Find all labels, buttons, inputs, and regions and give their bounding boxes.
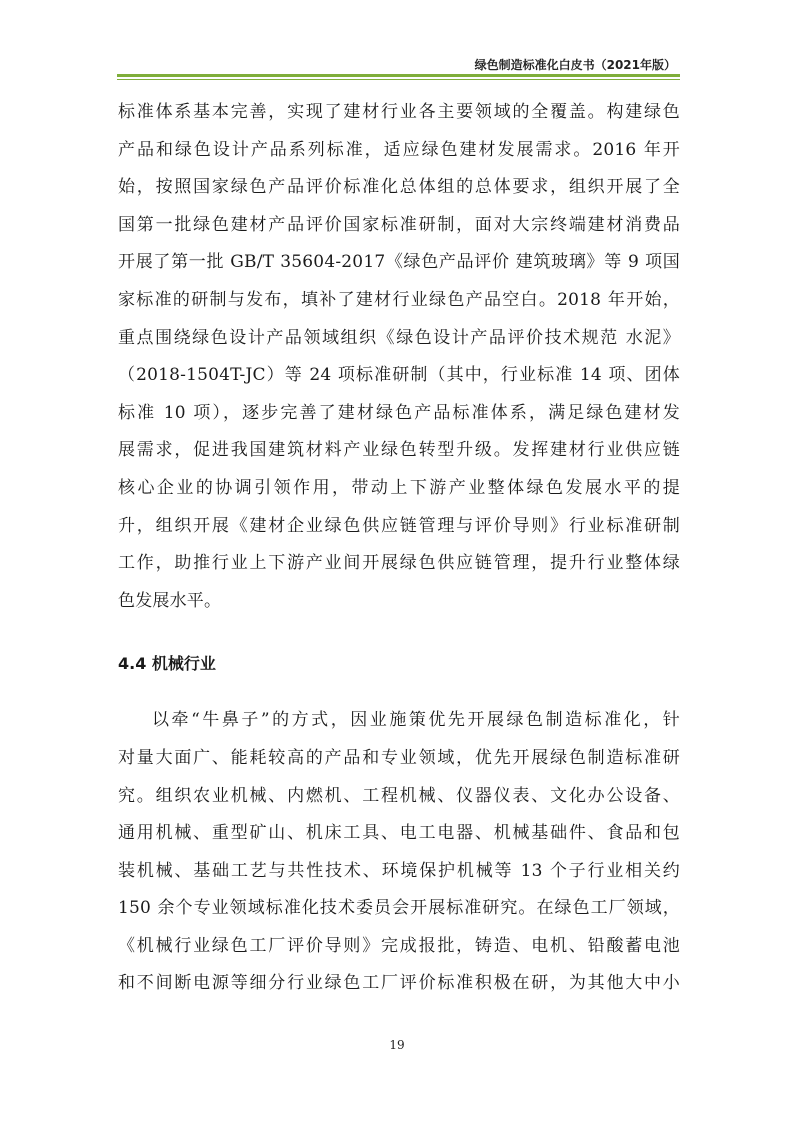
page-body (118, 94, 680, 1003)
paragraph-line: 升，组织开展《建材企业绿色供应链管理与评价导则》行业标准研制 (118, 515, 680, 536)
running-header-title: 绿色制造标准化白皮书（2021年版） (474, 58, 676, 72)
paragraph-line: 产品和绿色设计产品系列标准，适应绿色建材发展需求。2016 年开 (118, 139, 680, 160)
paragraph-line: 核心企业的协调引领作用，带动上下游产业整体绿色发展水平的提 (118, 477, 680, 498)
paragraph-line: 以牵“牛鼻子”的方式，因业施策优先开展绿色制造标准化，针 (152, 710, 680, 731)
paragraph-line: 始，按照国家绿色产品评价标准化总体组的总体要求，组织开展了全 (118, 177, 680, 198)
paragraph-line: 工作，助推行业上下游产业间开展绿色供应链管理，提升行业整体绿 (118, 553, 680, 574)
paragraph-line: 通用机械、重型矿山、机床工具、电工电器、机械基础件、食品和包 (118, 823, 680, 844)
spacer (118, 682, 680, 702)
paragraph-line: 开展了第一批 GB/T 35604-2017《绿色产品评价 建筑玻璃》等 9 项国 (118, 252, 680, 273)
paragraph-machinery (118, 702, 680, 1003)
paragraph-line: 标准体系基本完善，实现了建材行业各主要领域的全覆盖。构建绿色 (118, 102, 680, 122)
paragraph-line: 150 余个专业领域标准化技术委员会开展标准研究。在绿色工厂领域， (118, 898, 680, 919)
paragraph-line: 和不间断电源等细分行业绿色工厂评价标准积极在研，为其他大中小 (118, 973, 680, 994)
page-number: 19 (389, 1038, 405, 1052)
paragraph-line: 国第一批绿色建材产品评价国家标准研制，面对大宗终端建材消费品 (118, 214, 680, 235)
section-heading: 4.4 机械行业 (118, 654, 216, 674)
paragraph-line: 究。组织农业机械、内燃机、工程机械、仪器仪表、文化办公设备、 (118, 785, 680, 806)
paragraph-line: 色发展水平。 (118, 590, 222, 611)
paragraph-line: 展需求，促进我国建筑材料产业绿色转型升级。发挥建材行业供应链 (118, 440, 680, 461)
paragraph-line: （2018-1504T-JC）等 24 项标准研制（其中，行业标准 14 项、团体 (118, 365, 680, 386)
spacer (118, 620, 680, 646)
paragraph-building-materials (118, 94, 680, 620)
paragraph-line: 对量大面广、能耗较高的产品和专业领域，优先开展绿色制造标准研 (118, 747, 680, 768)
paragraph-line: 《机械行业绿色工厂评价导则》完成报批，铸造、电机、铅酸蓄电池 (118, 935, 680, 956)
header-rule-thin (117, 79, 680, 80)
paragraph-line: 家标准的研制与发布，填补了建材行业绿色产品空白。2018 年开始， (118, 289, 680, 310)
paragraph-line: 重点围绕绿色设计产品领域组织《绿色设计产品评价技术规范 水泥》 (118, 327, 680, 348)
paragraph-line: 标准 10 项），逐步完善了建材绿色产品标准体系，满足绿色建材发 (118, 402, 680, 423)
header-rule-thick (117, 74, 680, 77)
paragraph-line: 装机械、基础工艺与共性技术、环境保护机械等 13 个子行业相关约 (118, 860, 680, 881)
